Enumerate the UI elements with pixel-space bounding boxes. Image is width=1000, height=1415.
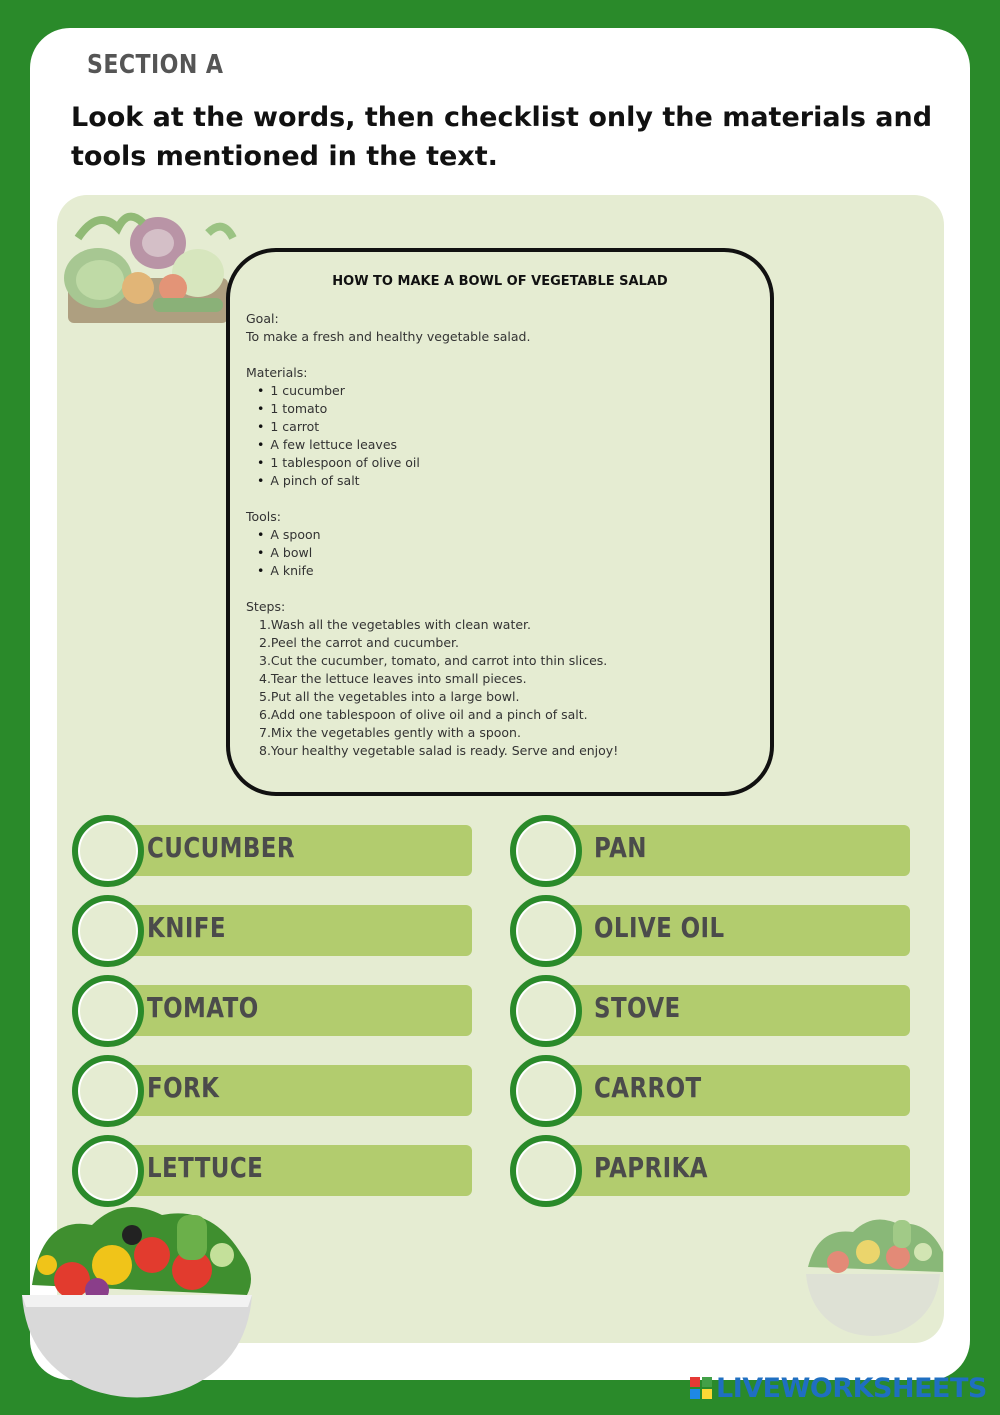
option-label: KNIFE: [147, 911, 226, 944]
tools-label: Tools:: [246, 509, 282, 524]
recipe-body: [246, 310, 766, 760]
step-item: 2.Peel the carrot and cucumber.: [259, 635, 460, 650]
tool-item: • A knife: [246, 562, 766, 580]
step-item: 3.Cut the cucumber, tomato, and carrot into thin slices.: [259, 653, 608, 668]
recipe-card: [226, 248, 774, 796]
option-label: PAN: [594, 831, 647, 864]
material-item: • A few lettuce leaves: [246, 436, 766, 454]
vegetable-basket-illustration: [58, 198, 238, 333]
option-label: STOVE: [594, 991, 681, 1024]
option-stove: [510, 975, 910, 1047]
step-item: 5.Put all the vegetables into a large bowl.: [259, 689, 520, 704]
material-item: • 1 tomato: [246, 400, 766, 418]
step-item: 4.Tear the lettuce leaves into small pieces.: [259, 671, 527, 686]
option-checkbox-cucumber[interactable]: [72, 815, 144, 887]
step-item: 7.Mix the vegetables gently with a spoon.: [259, 725, 521, 740]
option-cucumber: [72, 815, 472, 887]
option-olive-oil: [510, 895, 910, 967]
option-tomato: [72, 975, 472, 1047]
option-label: LETTUCE: [147, 1151, 264, 1184]
goal-label: Goal:: [246, 311, 279, 326]
material-item: • 1 carrot: [246, 418, 766, 436]
instructions-text: Look at the words, then checklist only the materials and tools mentioned in the text.: [71, 102, 933, 172]
option-checkbox-stove[interactable]: [510, 975, 582, 1047]
step-item: 6.Add one tablespoon of olive oil and a pinch of salt.: [259, 707, 588, 722]
option-carrot: [510, 1055, 910, 1127]
materials-label: Materials:: [246, 365, 308, 380]
option-label: PAPRIKA: [594, 1151, 708, 1184]
option-label: OLIVE OIL: [594, 911, 725, 944]
option-checkbox-paprika[interactable]: [510, 1135, 582, 1207]
salad-bowl-illustration: [12, 1195, 262, 1410]
option-checkbox-knife[interactable]: [72, 895, 144, 967]
option-label: CARROT: [594, 1071, 702, 1104]
step-item: 1.Wash all the vegetables with clean water.: [259, 617, 532, 632]
tool-item: • A spoon: [246, 526, 766, 544]
option-checkbox-carrot[interactable]: [510, 1055, 582, 1127]
option-checkbox-pan[interactable]: [510, 815, 582, 887]
salad-bowl-faded-illustration: [798, 1212, 948, 1342]
option-pan: [510, 815, 910, 887]
tool-item: • A bowl: [246, 544, 766, 562]
option-checkbox-fork[interactable]: [72, 1055, 144, 1127]
option-paprika: [510, 1135, 910, 1207]
liveworksheets-logo-icon: [690, 1377, 712, 1399]
option-label: TOMATO: [147, 991, 259, 1024]
material-item: • 1 cucumber: [246, 382, 766, 400]
step-item: 8.Your healthy vegetable salad is ready. Serve and enjoy!: [259, 743, 619, 758]
liveworksheets-watermark: [690, 1373, 987, 1404]
steps-label: Steps:: [246, 599, 286, 614]
goal-text: To make a fresh and healthy vegetable salad.: [246, 329, 531, 344]
option-checkbox-olive-oil[interactable]: [510, 895, 582, 967]
section-label: SECTION A: [87, 50, 224, 80]
option-label: CUCUMBER: [147, 831, 295, 864]
option-knife: [72, 895, 472, 967]
material-item: • A pinch of salt: [246, 472, 766, 490]
watermark-text: LIVEWORKSHEETS: [716, 1373, 987, 1404]
option-label: FORK: [147, 1071, 220, 1104]
recipe-title: HOW TO MAKE A BOWL OF VEGETABLE SALAD: [332, 274, 668, 289]
material-item: • 1 tablespoon of olive oil: [246, 454, 766, 472]
option-fork: [72, 1055, 472, 1127]
option-checkbox-tomato[interactable]: [72, 975, 144, 1047]
